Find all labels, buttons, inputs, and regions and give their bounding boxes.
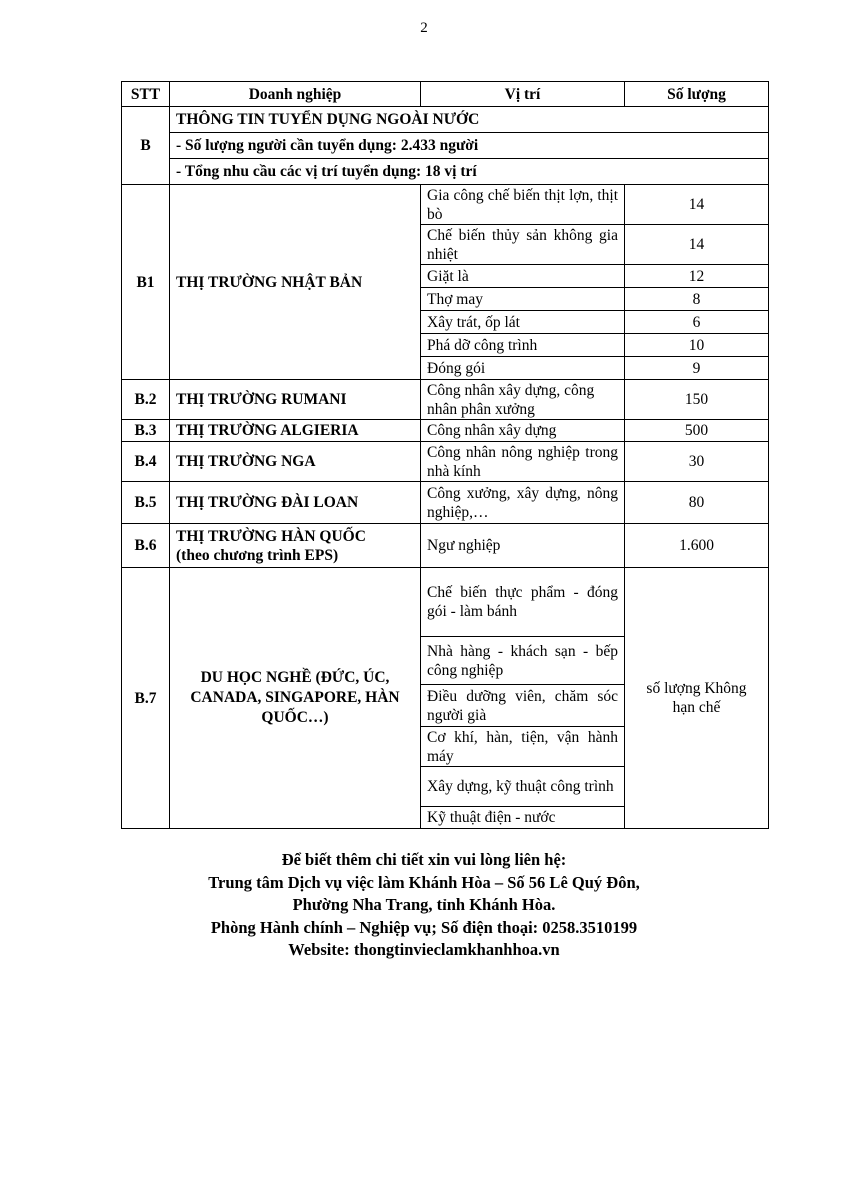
table-row [122,482,769,524]
b1-qty-6: 9 [625,357,769,380]
b1-qty-4: 6 [625,311,769,334]
b1-position-0: Gia công chế biến thịt lợn, thịt bò [421,185,625,225]
b1-position-3: Thợ may [421,288,625,311]
table-row [122,107,769,133]
b6-code: B.6 [122,524,170,568]
b3-code: B.3 [122,420,170,442]
header-position: Vị trí [421,82,625,107]
b2-market: THỊ TRƯỜNG RUMANI [170,380,421,420]
b7-qty: số lượng Không hạn chế [625,568,769,829]
b1-qty-1: 14 [625,225,769,265]
footer-website: Website: thongtinvieclamkhanhhoa.vn [288,940,560,959]
b5-code: B.5 [122,482,170,524]
b2-code: B.2 [122,380,170,420]
b1-position-6: Đóng gói [421,357,625,380]
recruitment-table [121,81,769,829]
table-row [122,185,769,225]
table-row [122,159,769,185]
table-header-row [122,82,769,107]
section-b-total-positions: - Tổng nhu cầu các vị trí tuyển dụng: 18 vị trí [170,159,769,185]
b1-qty-0: 14 [625,185,769,225]
table-row [122,380,769,420]
b6-market-line2: (theo chương trình EPS) [176,546,339,564]
b7-code: B.7 [122,568,170,829]
section-b-people-needed: - Số lượng người cần tuyển dụng: 2.433 người [170,133,769,159]
b6-qty: 1.600 [625,524,769,568]
section-b-title: THÔNG TIN TUYỂN DỤNG NGOÀI NƯỚC [170,107,769,133]
table-row [122,568,769,637]
page-number: 2 [420,20,428,36]
footer-line-2: Trung tâm Dịch vụ việc làm Khánh Hòa – Số 56 Lê Quý Đôn, [208,872,640,892]
table-row [122,442,769,482]
b1-position-2: Giặt là [421,265,625,288]
header-stt: STT [122,82,170,107]
header-quantity: Số lượng [625,82,769,107]
b4-code: B.4 [122,442,170,482]
b1-position-1: Chế biến thủy sản không gia nhiệt [421,225,625,265]
b6-market-line1: THỊ TRƯỜNG HÀN QUỐC [176,527,366,545]
b5-position: Công xưởng, xây dựng, nông nghiệp,… [421,482,625,524]
table-row [122,524,769,568]
b1-market: THỊ TRƯỜNG NHẬT BẢN [170,185,421,380]
b7-market: DU HỌC NGHỀ (ĐỨC, ÚC, CANADA, SINGAPORE, HÀN QUỐC…) [170,568,421,829]
b1-code: B1 [122,185,170,380]
b3-position: Công nhân xây dựng [421,420,625,442]
header-company: Doanh nghiệp [170,82,421,107]
b7-position-0: Chế biến thực phẩm - đóng gói - làm bánh [421,568,625,637]
footer-line-3: Phường Nha Trang, tỉnh Khánh Hòa. [292,895,556,914]
table-row [122,133,769,159]
footer-line-4: Phòng Hành chính – Nghiệp vụ; Số điện thoại: 0258.3510199 [210,917,638,937]
b4-position: Công nhân nông nghiệp trong nhà kính [421,442,625,482]
b1-position-4: Xây trát, ốp lát [421,311,625,334]
footer-line-1: Để biết thêm chi tiết xin vui lòng liên hệ: [281,850,567,869]
contact-footer [0,849,848,962]
b5-qty: 80 [625,482,769,524]
section-b-code: B [122,107,170,185]
b1-qty-3: 8 [625,288,769,311]
b4-market: THỊ TRƯỜNG NGA [170,442,421,482]
b1-qty-2: 12 [625,265,769,288]
table-row [122,420,769,442]
b5-market: THỊ TRƯỜNG ĐÀI LOAN [170,482,421,524]
b7-position-1: Nhà hàng - khách sạn - bếp công nghiệp [421,637,625,685]
b2-qty: 150 [625,380,769,420]
b7-position-2: Điều dưỡng viên, chăm sóc người già [421,685,625,727]
b1-position-5: Phá dỡ công trình [421,334,625,357]
b6-market [170,524,421,568]
b3-qty: 500 [625,420,769,442]
b4-qty: 30 [625,442,769,482]
b6-position: Ngư nghiệp [421,524,625,568]
b2-position: Công nhân xây dựng, công nhân phân xưởng [421,380,625,420]
b3-market: THỊ TRƯỜNG ALGIERIA [170,420,421,442]
b7-position-5: Kỹ thuật điện - nước [421,807,625,829]
b7-position-3: Cơ khí, hàn, tiện, vận hành máy [421,727,625,767]
b7-position-4: Xây dựng, kỹ thuật công trình [421,767,625,807]
b1-qty-5: 10 [625,334,769,357]
